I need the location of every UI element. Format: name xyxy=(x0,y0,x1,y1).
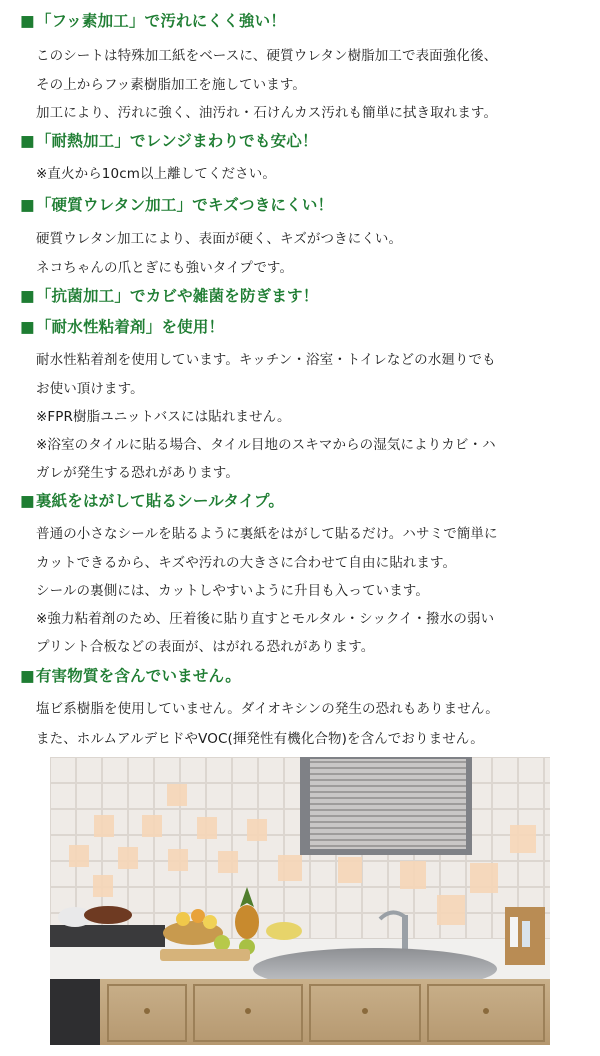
pineapple xyxy=(235,905,259,939)
heading-fluorine: ■「フッ素加工」で汚れにくく強い！ xyxy=(20,12,286,30)
text-line: 普通の小さなシールを貼るように裏紙をはがして貼るだけ。ハサミで簡単に xyxy=(36,526,498,542)
text-line: ※浴室のタイルに貼る場合、タイル目地のスキマからの湿気によりカビ・ハ xyxy=(36,437,496,453)
square-bullet-icon: ■ xyxy=(20,12,35,30)
kitchen-photo xyxy=(50,757,550,1045)
window-blinds xyxy=(310,759,466,849)
heading-heat-resistant: ■「耐熱加工」でレンジまわりでも安心！ xyxy=(20,132,318,150)
heading-antibacterial: ■「抗菌加工」でカビや雑菌を防ぎます！ xyxy=(20,287,319,305)
text-line: ガレが発生する恐れがあります。 xyxy=(36,465,239,481)
bowl xyxy=(266,922,302,940)
text-line: 硬質ウレタン加工により、表面が硬く、キズがつきにくい。 xyxy=(36,231,403,247)
square-bullet-icon: ■ xyxy=(20,287,35,305)
text-line: ※直火から10cm以上離してください。 xyxy=(36,166,276,182)
heading-urethane: ■「硬質ウレタン加工」でキズつきにくい！ xyxy=(20,196,334,214)
text-line: このシートは特殊加工紙をベースに、硬質ウレタン樹脂加工で表面強化後、 xyxy=(36,48,498,64)
oven xyxy=(50,979,100,1045)
heading-seal-type: ■裏紙をはがして貼るシールタイプ。 xyxy=(20,492,285,510)
heading-no-harmful-substances: ■有害物質を含んでいません。 xyxy=(20,667,241,685)
text-line: ネコちゃんの爪とぎにも強いタイプです。 xyxy=(36,260,294,276)
text-line: シールの裏側には、カットしやすいように升目も入っています。 xyxy=(36,583,429,599)
text-line: ※FPR樹脂ユニットバスには貼れません。 xyxy=(36,409,291,425)
text-line: プリント合板などの表面が、はがれる恐れがあります。 xyxy=(36,639,375,655)
pan xyxy=(84,906,132,924)
text-line: 耐水性粘着剤を使用しています。キッチン・浴室・トイレなどの水廻りでも xyxy=(36,352,496,368)
kitchen-illustration xyxy=(50,757,550,1045)
text-line: カットできるから、キズや汚れの大きさに合わせて自由に貼れます。 xyxy=(36,555,457,571)
cutting-board xyxy=(160,949,250,961)
text-line: 加工により、汚れに強く、油汚れ・石けんカス汚れも簡単に拭き取れます。 xyxy=(36,105,498,121)
text-line: お使い頂けます。 xyxy=(36,381,144,397)
text-line: ※強力粘着剤のため、圧着後に貼り直すとモルタル・シックイ・撥水の弱い xyxy=(36,611,495,627)
square-bullet-icon: ■ xyxy=(20,318,35,336)
square-bullet-icon: ■ xyxy=(20,132,35,150)
lower-cabinets xyxy=(50,979,550,1045)
text-line: また、ホルムアルデヒドやVOC(揮発性有機化合物)を含んでおりません。 xyxy=(36,731,484,747)
square-bullet-icon: ■ xyxy=(20,667,35,685)
text-line: 塩ビ系樹脂を使用していません。ダイオキシンの発生の恐れもありません。 xyxy=(36,701,499,717)
faucet xyxy=(402,915,408,949)
square-bullet-icon: ■ xyxy=(20,196,35,214)
square-bullet-icon: ■ xyxy=(20,492,35,510)
text-line: その上からフッ素樹脂加工を施しています。 xyxy=(36,77,306,93)
heading-waterproof-adhesive: ■「耐水性粘着剤」を使用！ xyxy=(20,318,225,336)
gas-stove xyxy=(50,925,165,947)
